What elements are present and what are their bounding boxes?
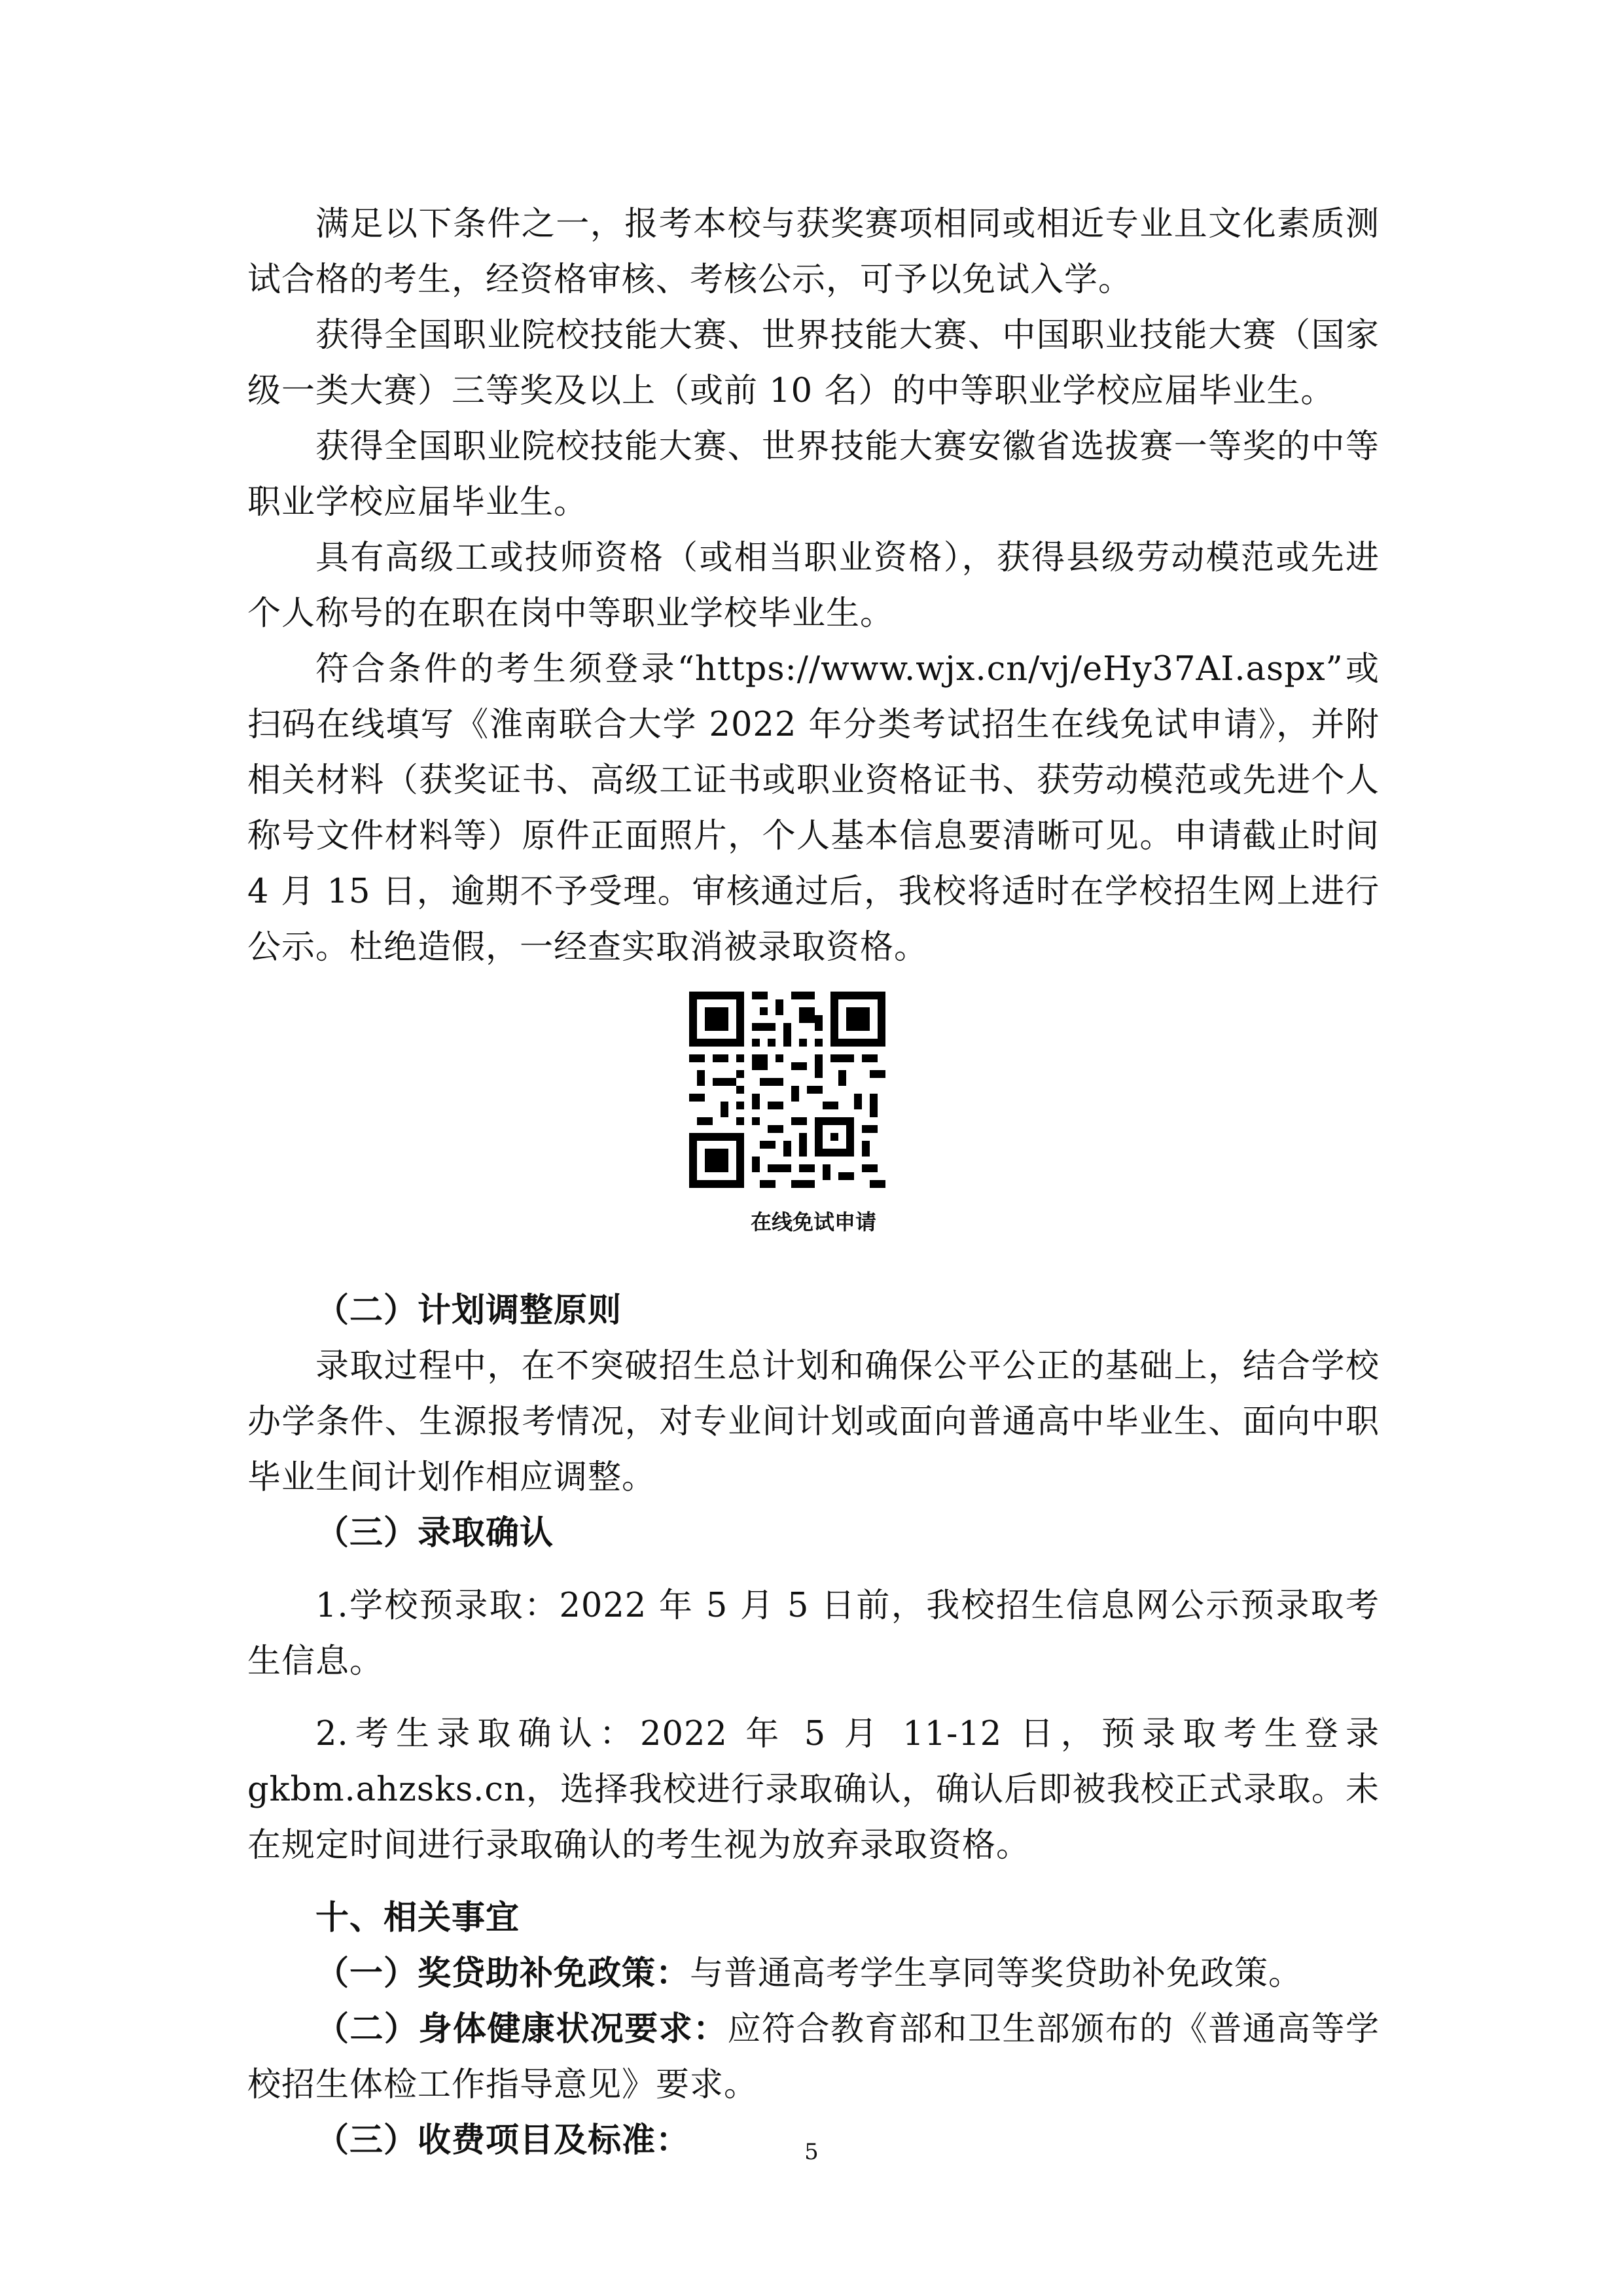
- paragraph-condition-senior-worker: 具有高级工或技师资格（或相当职业资格），获得县级劳动模范或先进个人称号的在职在岗中等职业学校毕业生。: [247, 539, 1380, 633]
- paragraph-health-requirements: [247, 2001, 1380, 2113]
- paragraph-application-instructions: 符合条件的考生须登录“https://www.wjx.cn/vj/eHy37AI.aspx”或扫码在线填写《淮南联合大学 2022 年分类考试招生在线免试申请》，并附相关材料（获奖证书、高级工证书或职业资格证书、获劳动模范或先进个人称号文件材料等）原件正面照片，个人基本信息要清晰可见。申请截止时间 4 月 15 日，逾期不予受理。审核通过后，我校将适时在学校招生网上进行公示。杜绝造假，一经查实取消被录取资格。: [247, 650, 1380, 967]
- qr-caption: 在线免试申请: [750, 1210, 876, 1234]
- paragraph-plan-adjustment: 录取过程中，在不突破招生总计划和确保公平公正的基础上，结合学校办学条件、生源报考情况，对专业间计划或面向普通高中毕业生、面向中职毕业生间计划作相应调整。: [247, 1347, 1380, 1497]
- qr-code-icon[interactable]: [689, 992, 885, 1188]
- section-heading-plan-adjustment: （二）计划调整原则: [315, 1291, 622, 1330]
- paragraph-admission-confirmation: 2.考生录取确认：2022 年 5 月 11-12 日，预录取考生登录 gkbm.ahzsks.cn，选择我校进行录取确认，确认后即被我校正式录取。未在规定时间进行录取确认的考生视为放弃录取资格。: [247, 1715, 1380, 1865]
- paragraph-pre-admission: 1.学校预录取：2022 年 5 月 5 日前，我校招生信息网公示预录取考生信息。: [247, 1587, 1380, 1681]
- page-content: [247, 196, 1380, 2168]
- qr-block: [247, 975, 1380, 1283]
- section-heading-fees: （三）收费项目及标准：: [315, 2121, 690, 2160]
- section-heading-related-matters: 十、相关事宜: [315, 1898, 520, 1937]
- paragraph-exemption-conditions: 满足以下条件之一，报考本校与获奖赛项相同或相近专业且文化素质测试合格的考生，经资格审核、考核公示，可予以免试入学。: [247, 205, 1380, 299]
- health-requirements-label: （二）身体健康状况要求：: [315, 2009, 728, 2049]
- health-requirements-text: 应符合教育部和卫生部颁布的《普通高等学校招生体检工作指导意见》要求。: [247, 2010, 1380, 2104]
- section-heading-admission-confirmation: （三）录取确认: [315, 1513, 554, 1552]
- financial-aid-text: 与普通高考学生享同等奖贷助补免政策。: [690, 1954, 1303, 1993]
- financial-aid-label: （一）奖贷助补免政策：: [315, 1954, 690, 1993]
- page-number: 5: [804, 2139, 819, 2165]
- paragraph-financial-aid: [247, 1946, 1380, 2001]
- paragraph-condition-provincial-award: 获得全国职业院校技能大赛、世界技能大赛安徽省选拔赛一等奖的中等职业学校应届毕业生。: [247, 427, 1380, 522]
- paragraph-condition-national-award: 获得全国职业院校技能大赛、世界技能大赛、中国职业技能大赛（国家级一类大赛）三等奖及以上（或前 10 名）的中等职业学校应届毕业生。: [247, 316, 1380, 410]
